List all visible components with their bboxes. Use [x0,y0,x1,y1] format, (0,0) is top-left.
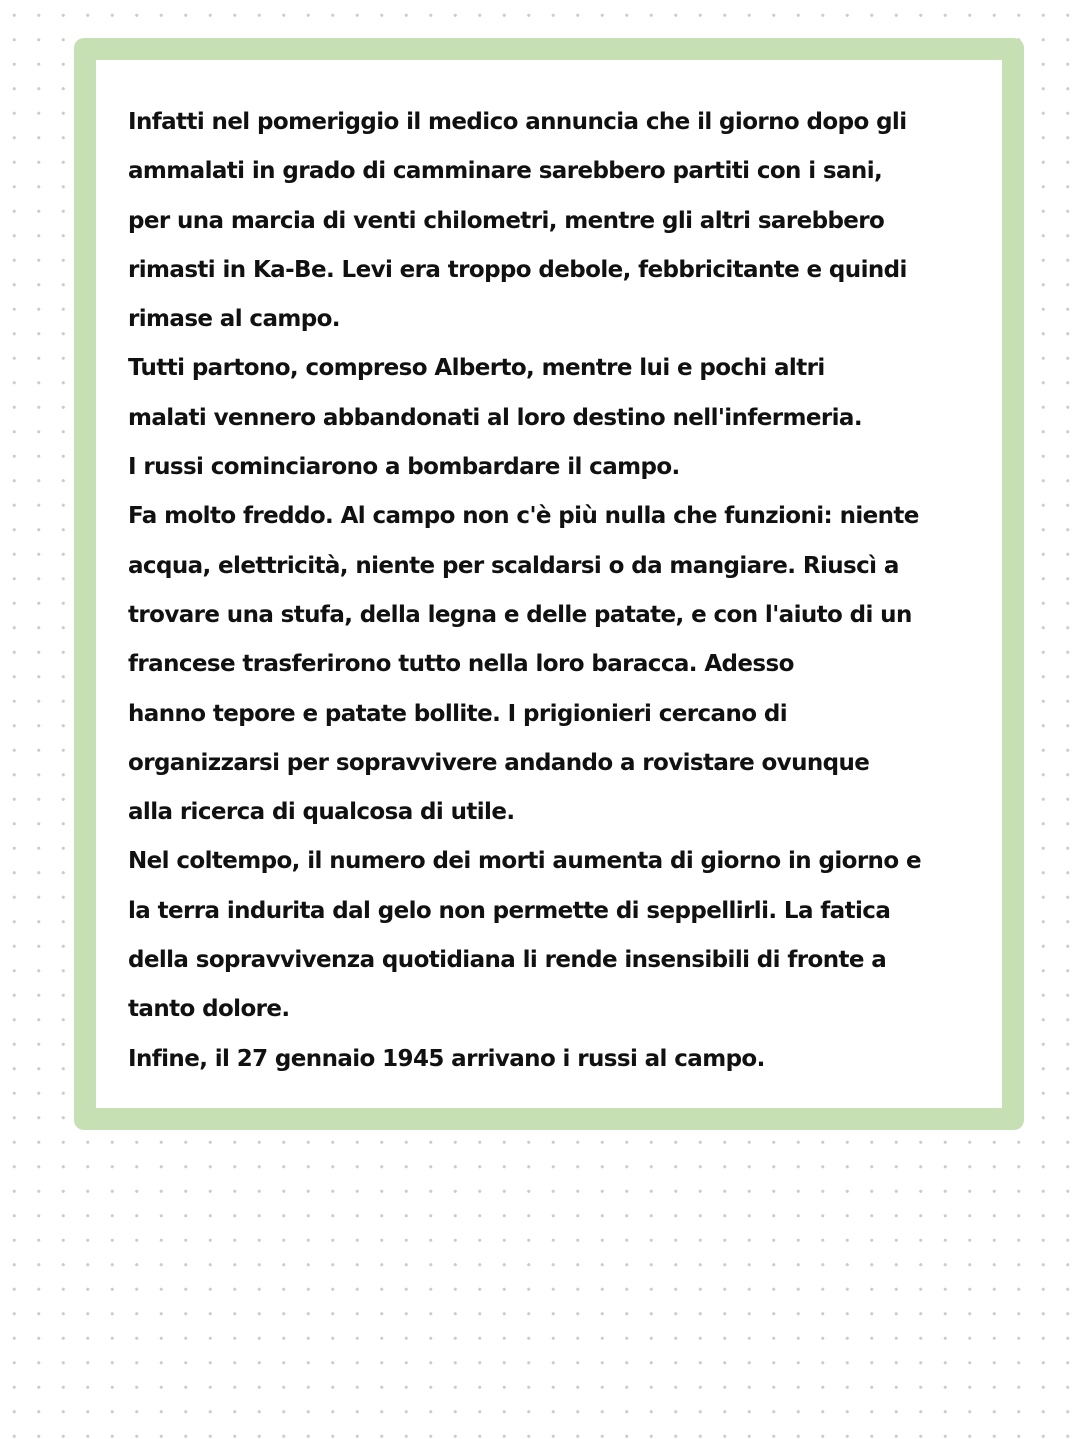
text-line: hanno tepore e patate bollite. I prigionieri cercano di [128,700,787,727]
note-paragraph [128,98,1008,1084]
text-line: Fa molto freddo. Al campo non c'è più nulla che funzioni: niente [128,503,919,530]
text-line: francese trasferirono tutto nella loro baracca. Adesso [128,651,794,678]
text-line: per una marcia di venti chilometri, mentre gli altri sarebbero [128,207,885,234]
text-line: acqua, elettricità, niente per scaldarsi o da mangiare. Riuscì a [128,552,899,579]
text-line: Nel coltempo, il numero dei morti aumenta di giorno in giorno e [128,848,921,875]
text-line: Tutti partono, compreso Alberto, mentre lui e pochi altri [128,355,825,382]
text-line: tanto dolore. [128,996,290,1023]
text-line: trovare una stufa, della legna e delle patate, e con l'aiuto di un [128,601,912,628]
text-line: della sopravvivenza quotidiana li rende insensibili di fronte a [128,947,887,974]
text-line: I russi cominciarono a bombardare il campo. [128,454,680,481]
text-line: rimasti in Ka-Be. Levi era troppo debole, febbricitante e quindi [128,256,907,283]
note-box [74,38,1024,1130]
text-line: Infine, il 27 gennaio 1945 arrivano i russi al campo. [128,1045,765,1072]
text-line: malati vennero abbandonati al loro destino nell'infermeria. [128,404,862,431]
text-line: organizzarsi per sopravvivere andando a rovistare ovunque [128,749,870,776]
text-line: Infatti nel pomeriggio il medico annuncia che il giorno dopo gli [128,109,907,135]
text-line: alla ricerca di qualcosa di utile. [128,799,515,826]
text-line: ammalati in grado di camminare sarebbero partiti con i sani, [128,158,883,185]
text-line: la terra indurita dal gelo non permette di seppellirli. La fatica [128,897,891,924]
text-line: rimase al campo. [128,306,340,333]
